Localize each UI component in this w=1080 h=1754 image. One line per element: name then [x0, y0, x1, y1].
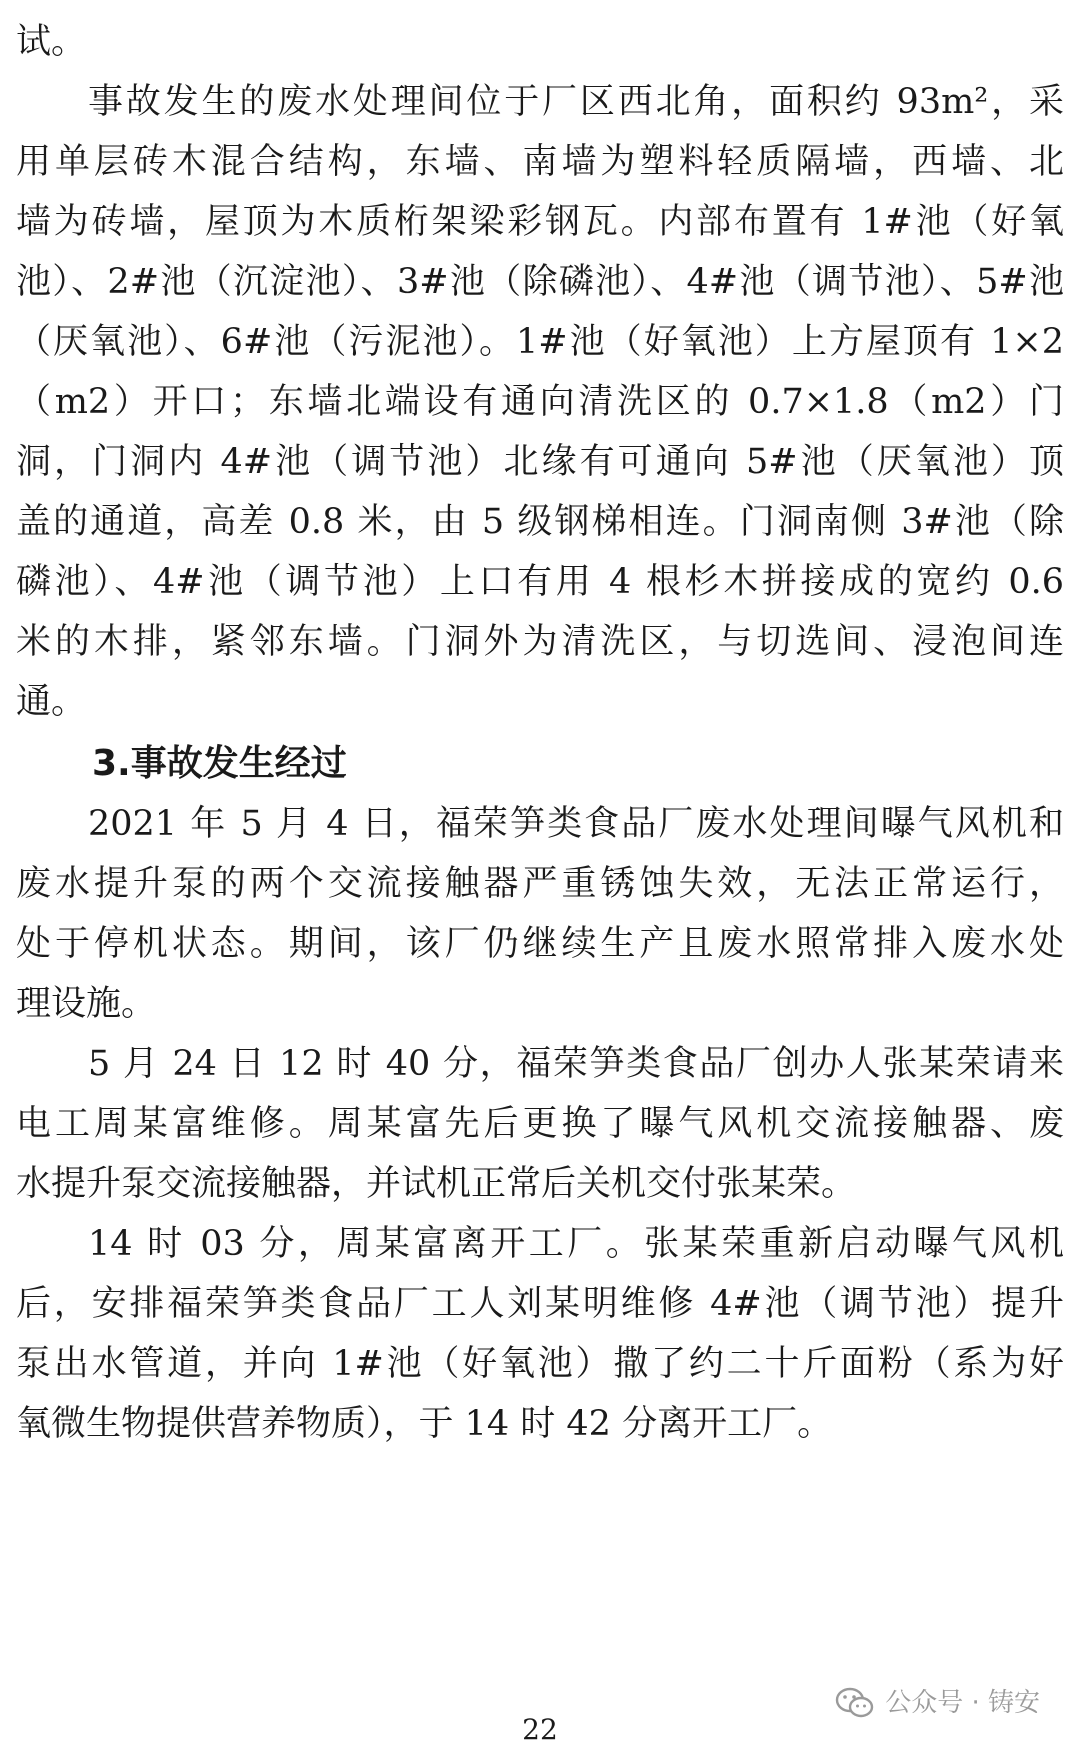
text-line: 米的木排，紧邻东墙。门洞外为清洗区，与切选间、浸泡间连	[16, 622, 1064, 662]
section-heading: 3.事故发生经过	[92, 743, 347, 784]
text-line: 墙为砖墙，屋顶为木质桁架梁彩钢瓦。内部布置有 1#池（好氧	[16, 202, 1064, 242]
text-line: 5 月 24 日 12 时 40 分，福荣笋类食品厂创办人张某荣请来	[88, 1044, 1064, 1084]
watermark-text: 公众号 · 铸安	[885, 1688, 1040, 1718]
text-line: 14 时 03 分，周某富离开工厂。张某荣重新启动曝气风机	[88, 1224, 1064, 1264]
text-line: 理设施。	[16, 984, 157, 1024]
text-line: （m2）开口；东墙北端设有通向清洗区的 0.7×1.8（m2）门	[16, 382, 1064, 422]
text-line: 试。	[16, 22, 87, 62]
text-line: 处于停机状态。期间，该厂仍继续生产且废水照常排入废水处	[16, 924, 1064, 964]
text-line: 事故发生的废水处理间位于厂区西北角，面积约 93m²，采	[88, 82, 1064, 122]
text-line: 废水提升泵的两个交流接触器严重锈蚀失效，无法正常运行，	[16, 864, 1064, 904]
text-line: 后，安排福荣笋类食品厂工人刘某明维修 4#池（调节池）提升	[16, 1284, 1064, 1324]
text-line: 洞，门洞内 4#池（调节池）北缘有可通向 5#池（厌氧池）顶	[16, 442, 1064, 482]
text-line: 磷池）、4#池（调节池）上口有用 4 根杉木拼接成的宽约 0.6	[16, 562, 1064, 602]
text-line: 通。	[16, 682, 87, 722]
text-line: 氧微生物提供营养物质），于 14 时 42 分离开工厂。	[16, 1404, 833, 1444]
text-line: 用单层砖木混合结构，东墙、南墙为塑料轻质隔墙，西墙、北	[16, 142, 1064, 182]
text-line: （厌氧池）、6#池（污泥池）。1#池（好氧池）上方屋顶有 1×2	[16, 322, 1064, 362]
page-number: 22	[522, 1713, 558, 1746]
text-line: 盖的通道，高差 0.8 米，由 5 级钢梯相连。门洞南侧 3#池（除	[16, 502, 1064, 542]
text-line: 泵出水管道，并向 1#池（好氧池）撒了约二十斤面粉（系为好	[16, 1344, 1064, 1384]
text-line: 2021 年 5 月 4 日，福荣笋类食品厂废水处理间曝气风机和	[88, 804, 1064, 844]
text-line: 水提升泵交流接触器，并试机正常后关机交付张某荣。	[16, 1164, 857, 1204]
text-line: 池）、2#池（沉淀池）、3#池（除磷池）、4#池（调节池）、5#池	[16, 262, 1064, 302]
text-line: 电工周某富维修。周某富先后更换了曝气风机交流接触器、废	[16, 1104, 1064, 1144]
